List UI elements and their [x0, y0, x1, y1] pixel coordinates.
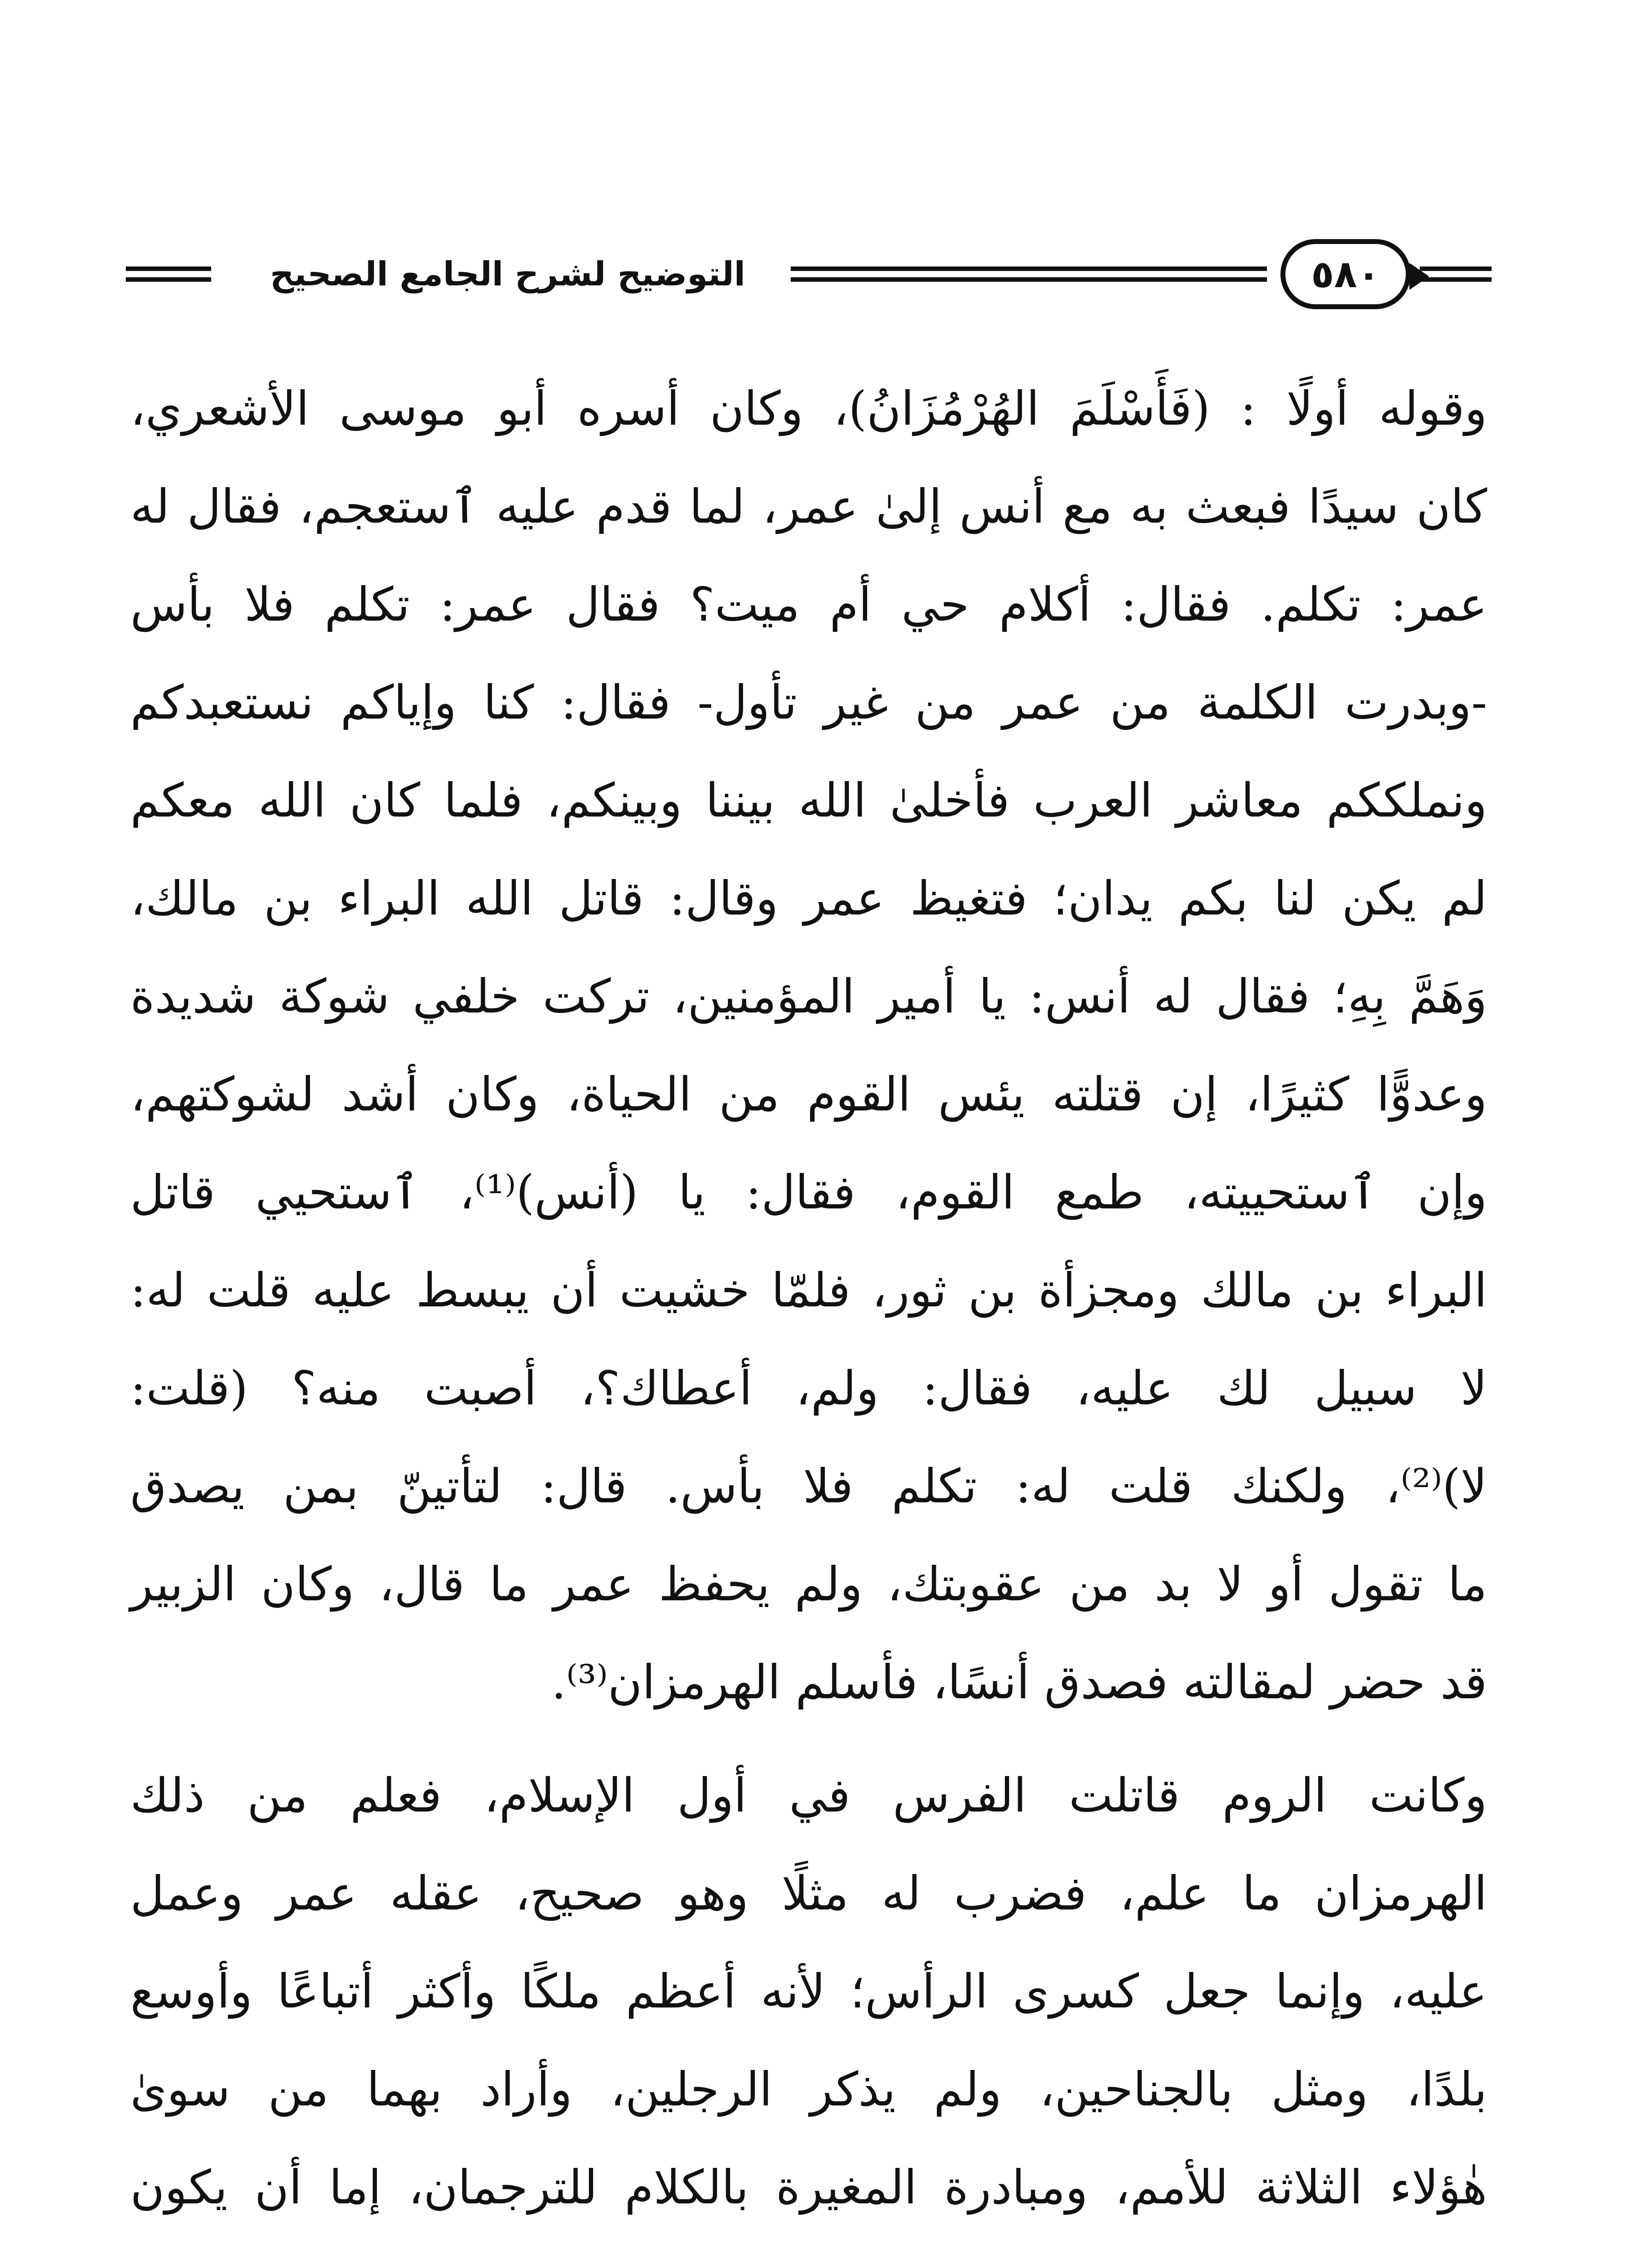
header-double-rule-middle	[791, 266, 1267, 282]
header-double-rule-left	[126, 266, 211, 282]
text-line: وإن ٱستحييته، طمع القوم، فقال: يا (أنس)⁽¹⁾، ٱستحيي قاتل	[130, 1165, 1487, 1220]
text-line: وعدوًّا كثيرًا، إن قتلته يئس القوم من الحياة، وكان أشد لشوكتهم،	[130, 1067, 1487, 1122]
paragraph	[130, 360, 1487, 1731]
text-line: -وبدرت الكلمة من عمر من غير تأول- فقال: كنا وإياكم نستعبدكم	[130, 675, 1487, 730]
text-line: عمر: تكلم. فقال: أكلام حي أم ميت؟ فقال عمر: تكلم فلا بأس	[130, 577, 1487, 632]
header-double-rule-right	[1420, 266, 1492, 282]
text-line: لا سبيل لك عليه، فقال: ولم، أعطاك؟، أصبت منه؟ (قلت:	[130, 1361, 1487, 1416]
text-line: عليه، وإنما جعل كسرى الرأس؛ لأنه أعظم ملكًا وأكثر أتباعًا وأوسع	[130, 1964, 1487, 2019]
text-line: كان سيدًا فبعث به مع أنس إلىٰ عمر، لما قدم عليه ٱستعجم، فقال له	[130, 479, 1487, 534]
text-line: لا)⁽²⁾، ولكنك قلت له: تكلم فلا بأس. قال: لتأتينّ بمن يصدق	[130, 1459, 1487, 1514]
page-number-badge: ٥٨٠	[1280, 239, 1411, 309]
running-header	[126, 234, 1492, 315]
paragraph	[130, 1746, 1487, 2236]
main-text	[130, 360, 1487, 2236]
text-line: هٰؤلاء الثلاثة للأمم، ومبادرة المغيرة بالكلام للترجمان، إما أن يكون	[130, 2160, 1487, 2215]
text-line: ونملككم معاشر العرب فأخلىٰ الله بيننا وبينكم، فلما كان الله معكم	[130, 773, 1487, 828]
text-line: وقوله أولًا : (فَأَسْلَمَ الهُرْمُزَانُ)، وكان أسره أبو موسى الأشعري،	[130, 381, 1487, 436]
text-line: لم يكن لنا بكم يدان؛ فتغيظ عمر وقال: قاتل الله البراء بن مالك،	[130, 871, 1487, 926]
text-line: وكانت الروم قاتلت الفرس في أول الإسلام، فعلم من ذلك	[130, 1768, 1487, 1823]
text-line: قد حضر لمقالته فصدق أنسًا، فأسلم الهرمزان⁽³⁾.	[551, 1655, 1487, 1710]
text-line: ما تقول أو لا بد من عقوبتك، ولم يحفظ عمر ما قال، وكان الزبير	[130, 1557, 1487, 1612]
text-line: وَهَمَّ بِهِ؛ فقال له أنس: يا أمير المؤمنين، تركت خلفي شوكة شديدة	[130, 969, 1487, 1024]
running-title: التوضيح لشرح الجامع الصحيح	[270, 255, 746, 293]
text-line: بلدًا، ومثل بالجناحين، ولم يذكر الرجلين، وأراد بهما من سوىٰ	[130, 2062, 1487, 2117]
text-line: الهرمزان ما علم، فضرب له مثلًا وهو صحيح، عقله عمر وعمل	[130, 1866, 1487, 1921]
text-line: البراء بن مالك ومجزأة بن ثور، فلمّا خشيت أن يبسط عليه قلت له:	[130, 1263, 1487, 1318]
